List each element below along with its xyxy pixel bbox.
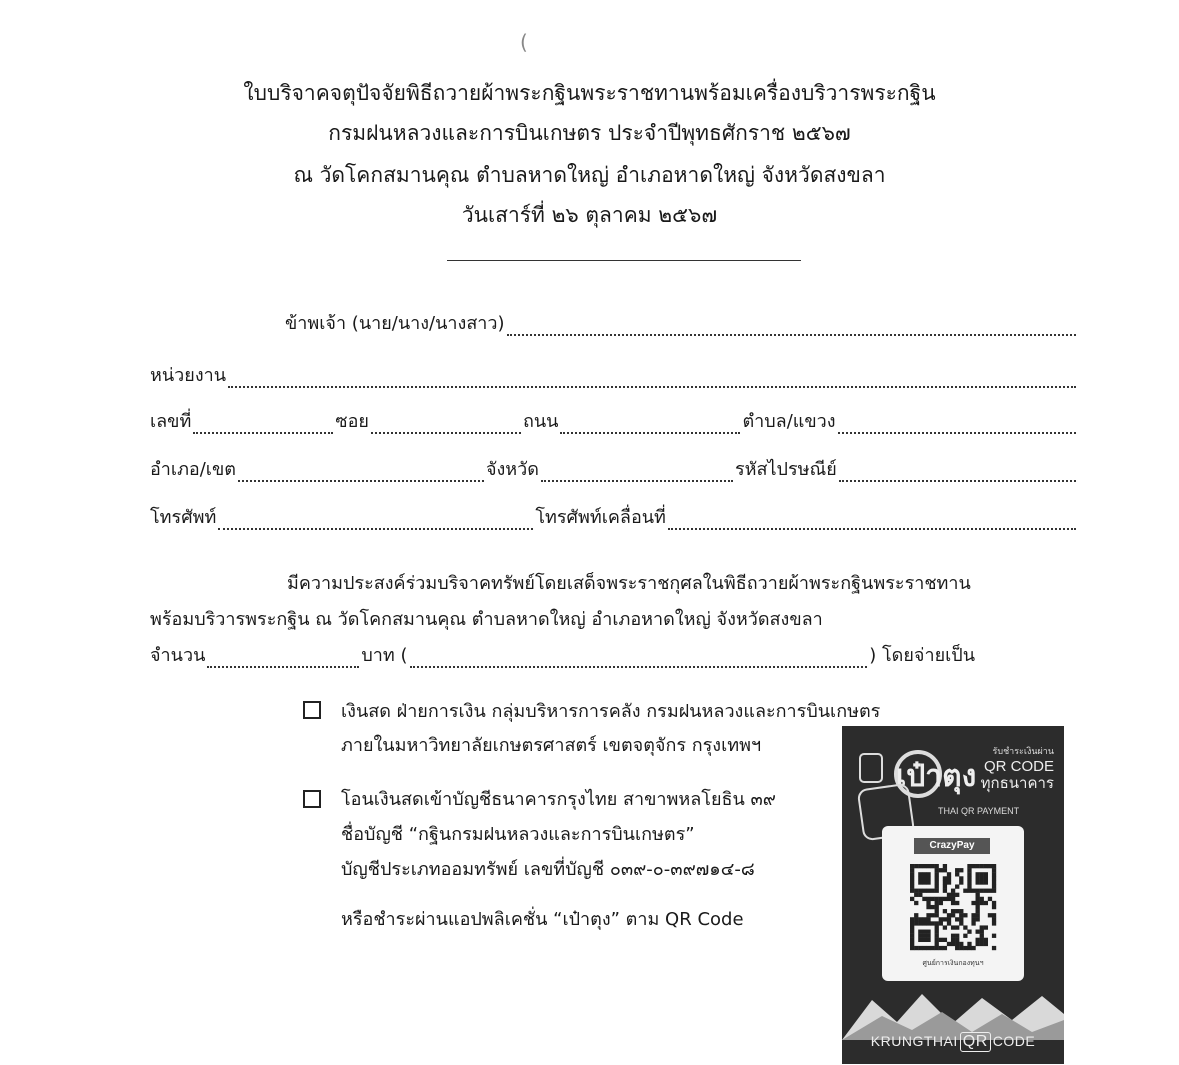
qr-title-line2: ทุกธนาคาร <box>980 775 1054 792</box>
baht-label: บาท ( <box>361 645 408 666</box>
road-field[interactable] <box>560 415 740 434</box>
number-field[interactable] <box>193 415 333 434</box>
postcode-field[interactable] <box>839 463 1076 482</box>
road-label: ถนน <box>522 411 559 432</box>
cash-option-line2: ภายในมหาวิทยาลัยเกษตรศาสตร์ เขตจตุจักร กรุงเทพฯ <box>341 735 762 756</box>
agency-field[interactable] <box>228 369 1076 388</box>
qr-code-icon[interactable] <box>910 864 996 950</box>
footer-krungthai: KRUNGTHAI <box>870 1033 958 1049</box>
soi-label: ซอย <box>335 411 369 432</box>
soi-field[interactable] <box>371 415 521 434</box>
name-row <box>285 312 1078 336</box>
name-field[interactable] <box>507 317 1076 336</box>
name-label: ข้าพเจ้า (นาย/นาง/นางสาว) <box>285 313 505 334</box>
header-date: วันเสาร์ที่ ๒๖ ตุลาคม ๒๕๖๗ <box>461 203 718 227</box>
province-field[interactable] <box>541 463 733 482</box>
transfer-option-line2: ชื่อบัญชี “กฐินกรมฝนหลวงและการบินเกษตร” <box>341 824 695 845</box>
krungthai-qr-footer <box>842 1032 1064 1052</box>
subdistrict-label: ตำบล/แขวง <box>742 411 836 432</box>
qr-title-line1: QR CODE <box>983 758 1054 775</box>
phone-label: โทรศัพท์ <box>150 507 217 528</box>
cash-checkbox[interactable] <box>303 701 321 719</box>
qr-panel <box>882 826 1024 981</box>
mobile-label: โทรศัพท์เคลื่อนที่ <box>535 507 666 528</box>
mountain-decoration-icon <box>842 980 1064 1040</box>
amount-label: จำนวน <box>150 645 206 666</box>
number-label: เลขที่ <box>150 411 192 432</box>
transfer-option-line3: บัญชีประเภทออมทรัพย์ เลขที่บัญชี ๐๓๙-๐-๓๙๗๑๔-๘ <box>341 859 755 880</box>
agency-label: หน่วยงาน <box>150 365 227 386</box>
transfer-checkbox[interactable] <box>303 790 321 808</box>
footer-qr-badge: QR <box>960 1032 991 1052</box>
district-row <box>150 458 1078 482</box>
province-label: จังหวัด <box>485 459 539 480</box>
header-divider <box>447 260 801 261</box>
phone-field[interactable] <box>218 511 533 530</box>
thai-qr-payment-label: THAI QR PAYMENT <box>938 806 1020 816</box>
transfer-option-line1: โอนเงินสดเข้าบัญชีธนาคารกรุงไทย สาขาพหลโยธิน ๓๙ <box>341 789 776 810</box>
qr-brand-badge: CrazyPay <box>914 838 990 854</box>
district-field[interactable] <box>238 463 484 482</box>
phone-row <box>150 506 1078 530</box>
statement-line2: พร้อมบริวารพระกฐิน ณ วัดโคกสมานคุณ ตำบลหาดใหญ่ อำเภอหาดใหญ่ จังหวัดสงขลา <box>150 609 823 630</box>
cash-option-line1: เงินสด ฝ่ายการเงิน กลุ่มบริหารการคลัง กรมฝนหลวงและการบินเกษตร <box>341 701 881 722</box>
district-label: อำเภอ/เขต <box>150 459 236 480</box>
address-row <box>150 410 1078 434</box>
header-title-line1: ใบบริจาคจตุปัจจัยพิธีถวายผ้าพระกฐินพระราชทานพร้อมเครื่องบริวารพระกฐิน <box>243 81 936 105</box>
header-title-line3: ณ วัดโคกสมานคุณ ตำบลหาดใหญ่ อำเภอหาดใหญ่ จังหวัดสงขลา <box>293 163 886 187</box>
agency-row <box>150 364 1078 388</box>
paotang-qr-card <box>842 726 1064 1064</box>
statement-line1: มีความประสงค์ร่วมบริจาคทรัพย์โดยเสด็จพระราชกุศลในพิธีถวายผ้าพระกฐินพระราชทาน <box>287 573 971 594</box>
stray-mark: ( <box>520 30 528 54</box>
paotang-logo-text: เป๋าตุง <box>896 759 977 794</box>
header-title-line2: กรมฝนหลวงและการบินเกษตร ประจำปีพุทธศักราช ๒๕๖๗ <box>328 121 851 145</box>
qr-tagline: รับชำระเงินผ่าน <box>992 747 1054 757</box>
qr-caption: ศูนย์การเงินกองทุนฯ <box>922 959 984 967</box>
mobile-field[interactable] <box>668 511 1076 530</box>
subdistrict-field[interactable] <box>838 415 1076 434</box>
pay-method-label: ) โดยจ่ายเป็น <box>869 645 975 666</box>
transfer-option-line4: หรือชำระผ่านแอปพลิเคชั่น “เป๋าตุง” ตาม QR Code <box>341 909 744 930</box>
postcode-label: รหัสไปรษณีย์ <box>734 459 837 480</box>
amount-words-field[interactable] <box>410 649 868 668</box>
footer-code: CODE <box>992 1033 1036 1049</box>
qr-title <box>981 758 1054 792</box>
amount-row <box>150 644 975 668</box>
amount-field[interactable] <box>207 649 359 668</box>
